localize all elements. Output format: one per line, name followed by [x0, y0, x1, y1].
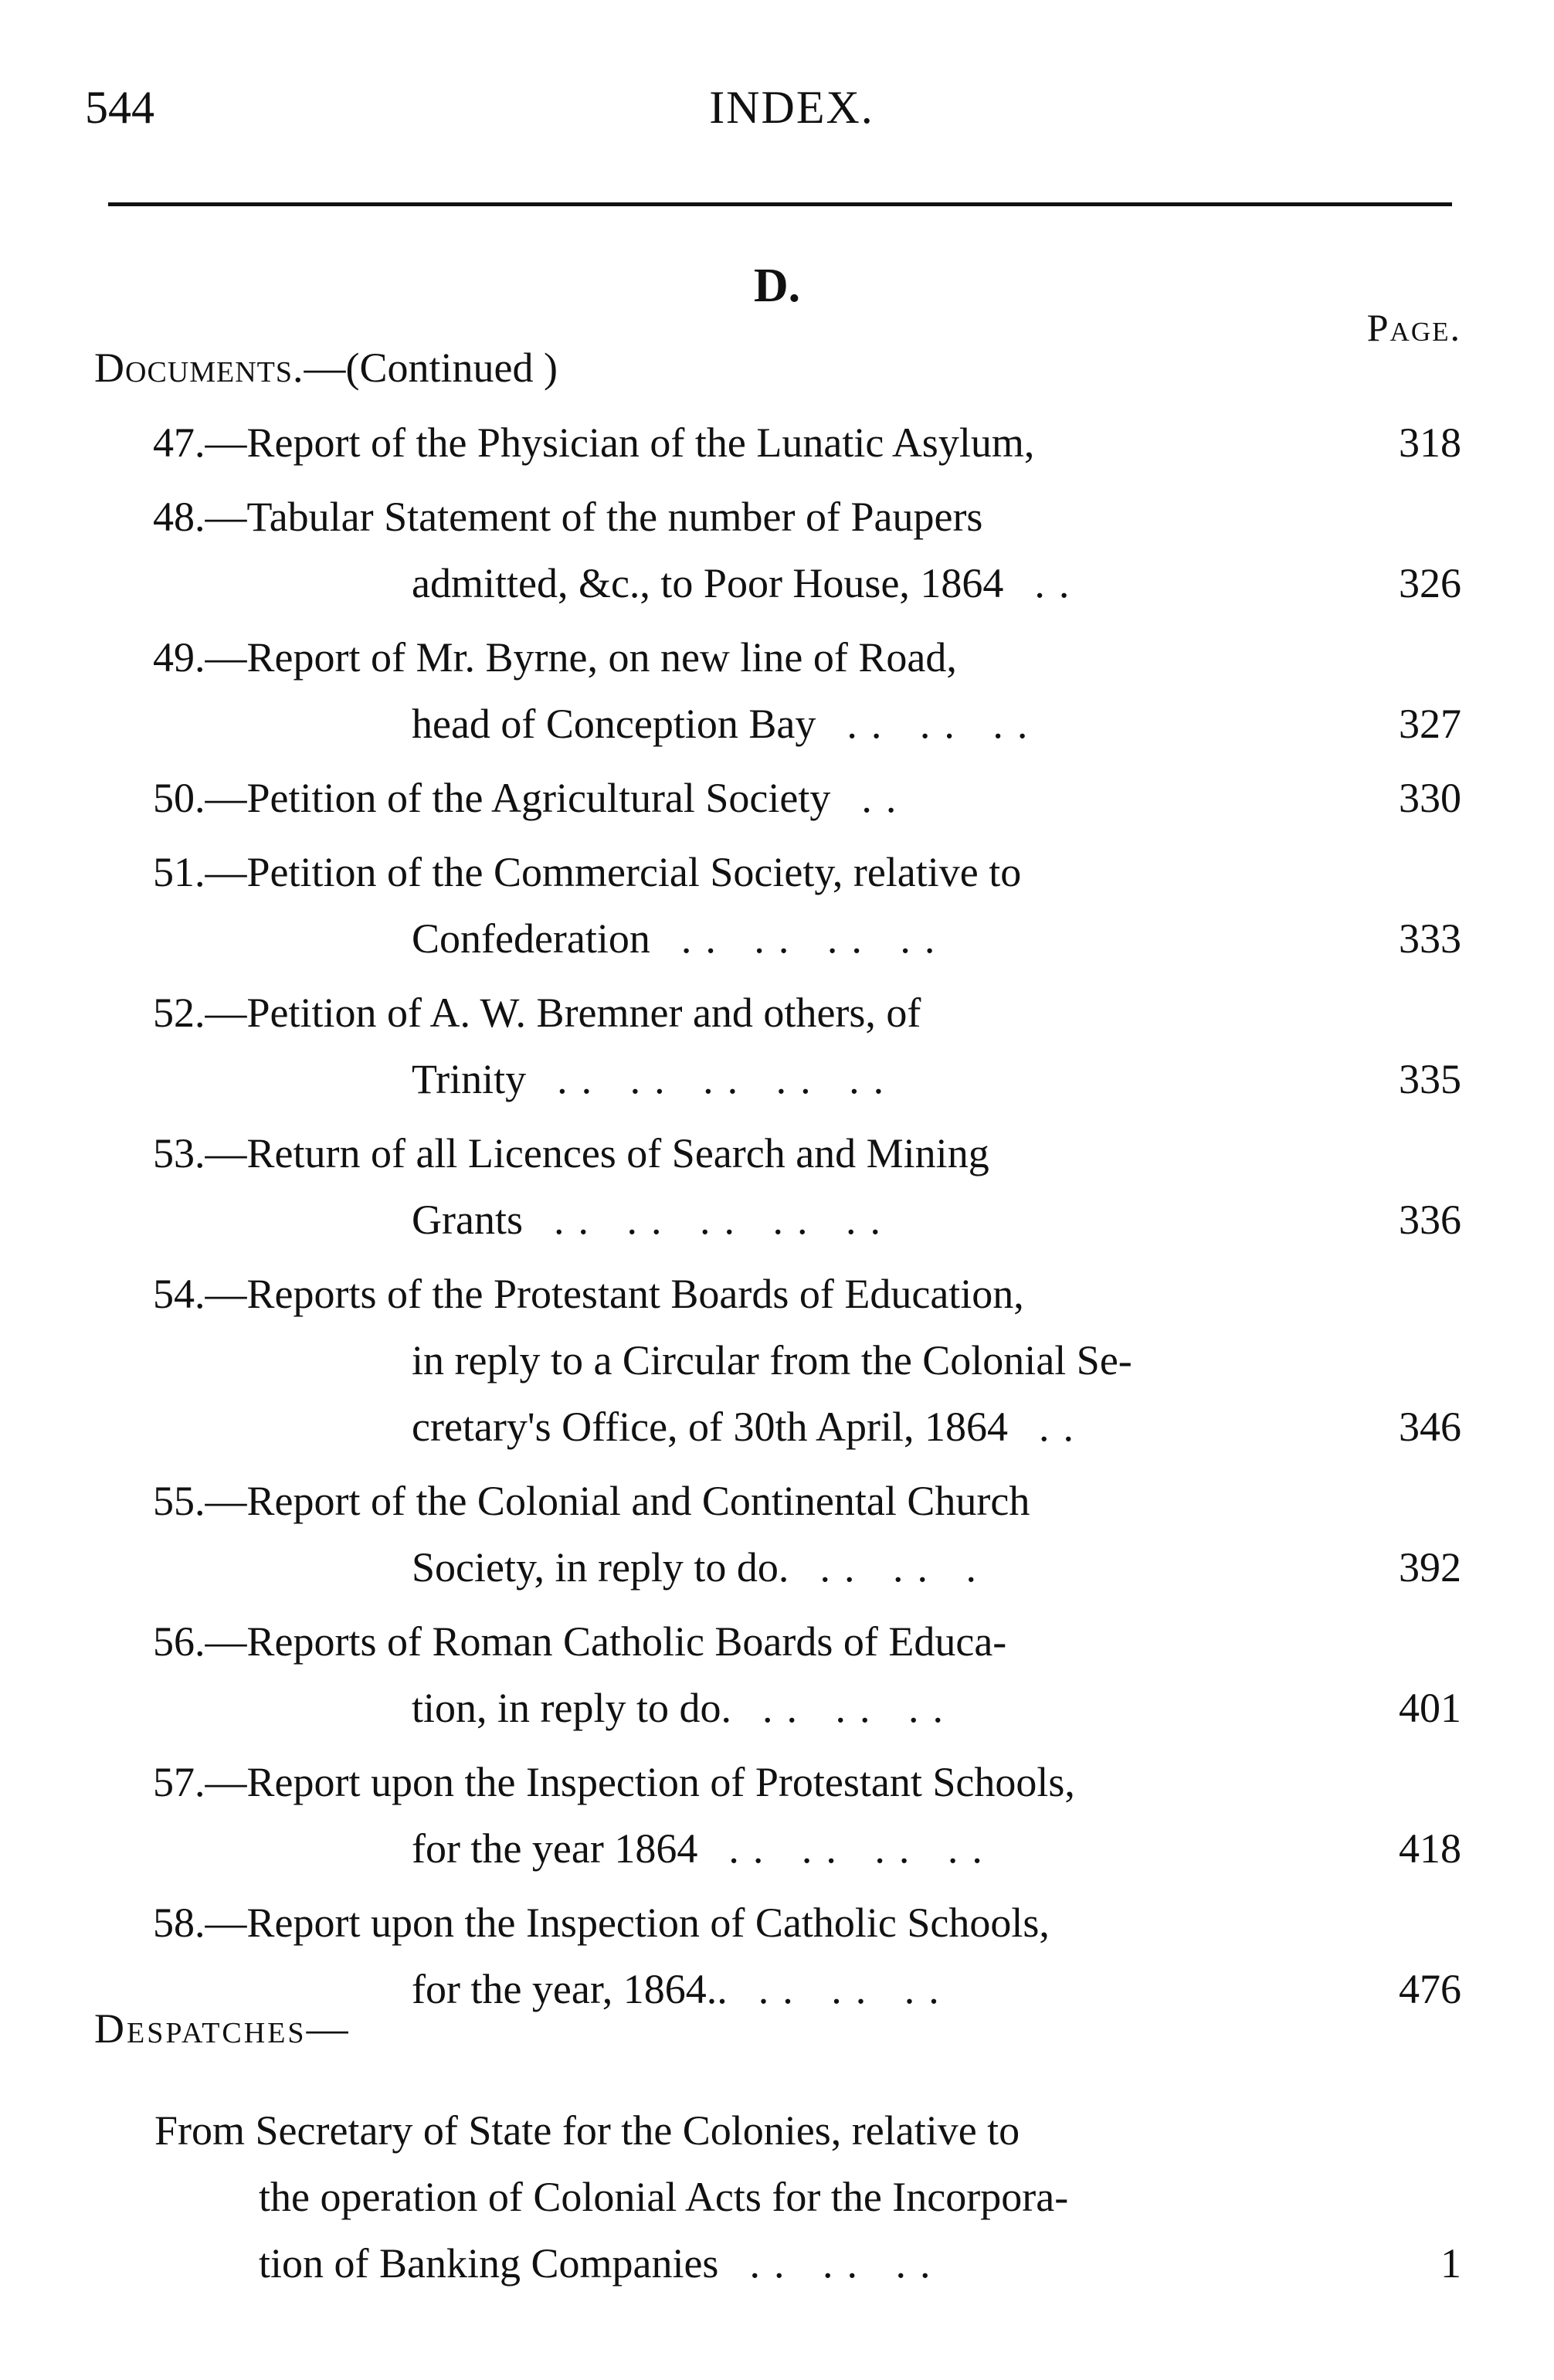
dot-leader: .. .. .: [819, 1544, 990, 1591]
dot-leader: .. .. .. .. ..: [557, 1056, 898, 1102]
index-entry: [0, 839, 1554, 972]
entry-line: [0, 1327, 1554, 1394]
despatches-entry-list: [0, 2097, 1554, 2304]
dot-leader: ..: [861, 775, 911, 821]
entry-page-number: 1: [1440, 2240, 1461, 2287]
dot-leader: ..: [1039, 1404, 1088, 1450]
entry-line: [0, 2097, 1554, 2164]
entry-text: 58.—Report upon the Inspection of Catholic Schools,: [153, 1900, 1050, 1946]
index-entry: [0, 1468, 1554, 1601]
entry-text: admitted, &c., to Poor House, 1864: [412, 560, 1004, 606]
entry-text: 55.—Report of the Colonial and Continental Church: [153, 1478, 1030, 1524]
entry-text: 47.—Report of the Physician of the Lunatic Asylum,: [153, 419, 1035, 466]
page-header: [85, 81, 1498, 151]
index-entry: [0, 1120, 1554, 1253]
entry-line: [0, 980, 1554, 1046]
entry-page-number: 401: [1399, 1685, 1461, 1731]
entry-text: 48.—Tabular Statement of the number of Paupers: [153, 494, 983, 540]
despatches-heading: Despatches—: [94, 2005, 351, 2052]
entry-page-number: 333: [1399, 915, 1461, 962]
entry-page-number: 330: [1399, 775, 1461, 821]
entry-line: [0, 905, 1554, 972]
dot-leader: ..: [1034, 560, 1084, 606]
entry-line: [0, 2164, 1554, 2230]
entry-line: [0, 624, 1554, 691]
index-entry: [0, 1261, 1554, 1460]
entry-line: [0, 484, 1554, 550]
entry-line: [0, 1815, 1554, 1882]
entry-line: [0, 839, 1554, 905]
entry-line: [0, 2230, 1554, 2297]
index-entry: [0, 1889, 1554, 2022]
entry-line: [0, 1534, 1554, 1601]
entry-text: tion, in reply to do.: [412, 1685, 731, 1731]
dot-leader: .. .. ..: [762, 1685, 957, 1731]
index-entry: [0, 409, 1554, 476]
entry-text: 52.—Petition of A. W. Bremner and others, of: [153, 990, 921, 1036]
entry-text: in reply to a Circular from the Colonial Se-: [412, 1337, 1132, 1384]
entry-line: [0, 1608, 1554, 1675]
entry-line: [0, 1120, 1554, 1187]
entry-line: [0, 550, 1554, 616]
index-entry: [0, 1608, 1554, 1741]
entry-line: [0, 1394, 1554, 1460]
entry-text: 49.—Report of Mr. Byrne, on new line of Road,: [153, 634, 957, 681]
entry-line: [0, 765, 1554, 831]
page-number: 544: [85, 82, 154, 133]
entry-page-number: 346: [1399, 1404, 1461, 1450]
entry-line: [0, 1889, 1554, 1956]
documents-heading-rest: —(Continued ): [304, 345, 558, 391]
entry-text: From Secretary of State for the Colonies, relative to: [154, 2107, 1020, 2154]
header-rule: [108, 202, 1452, 206]
entry-text: Confederation: [412, 915, 650, 962]
index-entry: [0, 624, 1554, 757]
entry-text: 54.—Reports of the Protestant Boards of Education,: [153, 1271, 1024, 1317]
entry-page-number: 326: [1399, 560, 1461, 606]
entry-page-number: 335: [1399, 1056, 1461, 1102]
entry-text: the operation of Colonial Acts for the Incorpora-: [259, 2174, 1069, 2220]
dot-leader: .. .. ..: [847, 701, 1042, 747]
entry-text: Trinity: [412, 1056, 527, 1102]
entry-line: [0, 1046, 1554, 1112]
index-entry: [0, 484, 1554, 616]
index-entry: [0, 2097, 1554, 2297]
entry-line: [0, 1261, 1554, 1327]
entry-line: [0, 1749, 1554, 1815]
entry-text: head of Conception Bay: [412, 701, 816, 747]
entry-text: 51.—Petition of the Commercial Society, relative to: [153, 849, 1022, 895]
entry-text: 53.—Return of all Licences of Search and Mining: [153, 1130, 989, 1176]
page-column-label: Page.: [1366, 306, 1461, 349]
dot-leader: .. .. .. ..: [680, 915, 949, 962]
documents-entry-list: [0, 409, 1554, 2030]
entry-page-number: 327: [1399, 701, 1461, 747]
entry-text: Grants: [412, 1197, 523, 1243]
entry-line: [0, 409, 1554, 476]
entry-text: for the year, 1864..: [412, 1966, 728, 2012]
index-entry: [0, 765, 1554, 831]
entry-text: 57.—Report upon the Inspection of Protestant Schools,: [153, 1759, 1075, 1805]
entry-line: [0, 1468, 1554, 1534]
entry-text: Society, in reply to do.: [412, 1544, 789, 1591]
entry-line: [0, 691, 1554, 757]
documents-heading: [94, 344, 558, 392]
index-entry: [0, 980, 1554, 1112]
index-entry: [0, 1749, 1554, 1882]
dot-leader: .. .. ..: [758, 1966, 953, 2012]
entry-page-number: 318: [1399, 419, 1461, 466]
entry-page-number: 476: [1399, 1966, 1461, 2012]
entry-text: for the year 1864: [412, 1825, 698, 1872]
entry-text: tion of Banking Companies: [259, 2240, 719, 2287]
section-letter: D.: [753, 260, 801, 312]
dot-leader: .. .. ..: [749, 2240, 945, 2287]
running-title: INDEX.: [709, 82, 874, 133]
entry-line: [0, 1675, 1554, 1741]
entry-page-number: 336: [1399, 1197, 1461, 1243]
entry-line: [0, 1187, 1554, 1253]
entry-page-number: 392: [1399, 1544, 1461, 1591]
entry-page-number: 418: [1399, 1825, 1461, 1872]
dot-leader: .. .. .. ..: [728, 1825, 996, 1872]
entry-text: 50.—Petition of the Agricultural Society: [153, 775, 831, 821]
entry-text: 56.—Reports of Roman Catholic Boards of Educa-: [153, 1618, 1007, 1665]
dot-leader: .. .. .. .. ..: [553, 1197, 894, 1243]
entry-text: cretary's Office, of 30th April, 1864: [412, 1404, 1009, 1450]
documents-heading-word: Documents.: [94, 345, 304, 391]
